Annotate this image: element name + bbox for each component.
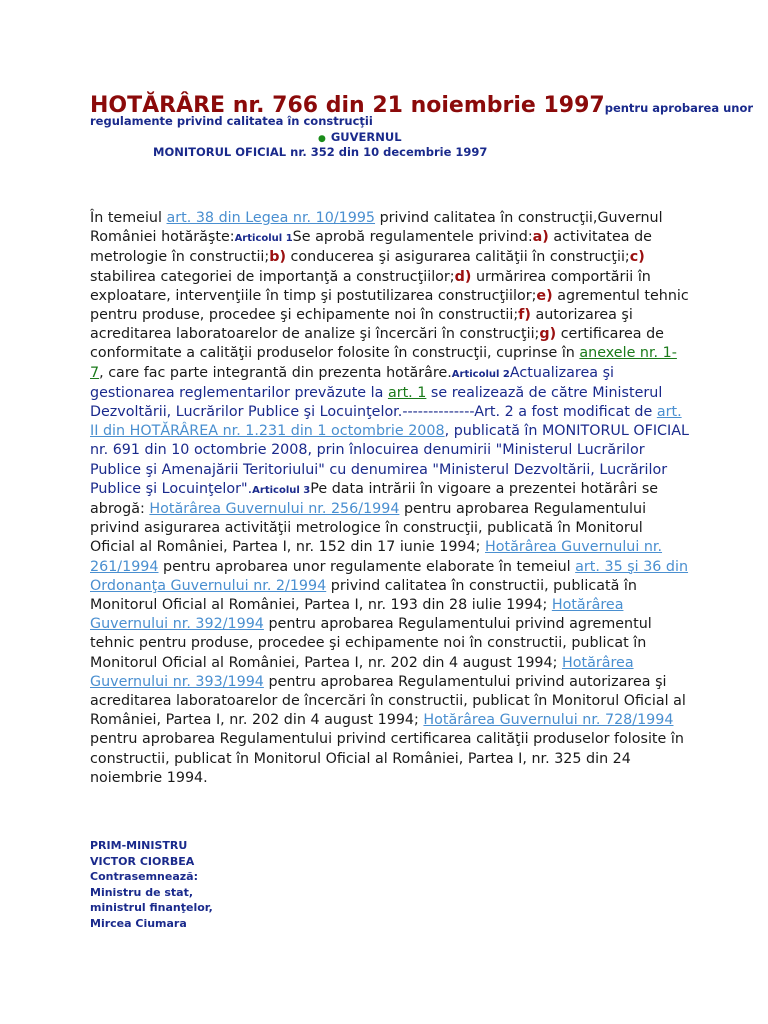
countersign-label: Contrasemnează: bbox=[90, 870, 198, 883]
article-3-label: Articolul 3 bbox=[252, 484, 311, 496]
link-og-2-1994[interactable]: art. 35 şi 36 din Ordonanţa Guvernului nr. 2/1994 bbox=[90, 558, 689, 594]
text-run: privind calitatea în constructii, publicată în Monitorul Oficial al României, Partea I, nr. 193 din 28 iulie 1994; bbox=[90, 577, 637, 614]
link-hg-728-1994[interactable]: Hotărârea Guvernului nr. 728/1994 bbox=[423, 712, 674, 729]
text-run: autorizarea şi acreditarea laboratoarelor de analize şi încercări în construcţii; bbox=[90, 307, 633, 343]
article-2-text: se realizează de către Ministerul Dezvoltării, Lucrărilor Publice şi Locuinţelor. bbox=[90, 384, 663, 421]
link-art-1[interactable]: art. 1 bbox=[387, 384, 427, 401]
item-letter-a: a) bbox=[532, 229, 549, 246]
issuer: GUVERNUL bbox=[330, 130, 402, 144]
text-run: conducerea şi asigurarea calităţii în construcţii; bbox=[286, 249, 630, 266]
document-title: HOTĂRÂRE nr. 766 din 21 noiembrie 1997 bbox=[90, 93, 605, 118]
text-run: pentru aprobarea Regulamentului privind certificarea calităţii produselor folosite în constructii, publicat în Monitorul Oficial al României, Partea I, nr. 325 din 24 noiembrie 1994. bbox=[90, 731, 684, 786]
text-run: urmărirea comportării în exploatare, intervenţiile în timp şi postutilizarea construcţiilor; bbox=[90, 268, 651, 304]
text-run: agrementul tehnic pentru produse, procedee şi echipamente noi în constructii; bbox=[90, 287, 689, 324]
link-hg-393-1994[interactable]: Hotărârea Guvernului nr. 393/1994 bbox=[90, 654, 634, 690]
link-anexe[interactable]: anexele nr. 1-7 bbox=[90, 345, 677, 381]
article-1-label: Articolul 1 bbox=[234, 233, 293, 245]
signature-name: VICTOR CIORBEA bbox=[90, 854, 195, 868]
bullet-icon: ● bbox=[318, 134, 326, 144]
text-run: pentru aprobarea Regulamentului privind asigurarea activităţii metrologice în construcţii, publicată în Monitorul Oficial al României, Partea I, nr. 152 din 17 iunie 1994; bbox=[90, 501, 647, 556]
minister-title-1: Ministru de stat, bbox=[90, 885, 194, 899]
text-run: În temeiul bbox=[90, 210, 167, 226]
item-letter-f: f) bbox=[518, 307, 531, 324]
text-run: pentru aprobarea Regulamentului privind autorizarea şi acreditarea laboratoarelor de încercări în constructii, publicat în Monitorul Oficial al României, Partea I, nr. 202 din 4 august 1994; bbox=[90, 673, 686, 729]
document-body bbox=[90, 209, 690, 788]
article-2-text: Actualizarea şi gestionarea reglementarilor prevăzute la bbox=[90, 364, 615, 401]
item-letter-c: c) bbox=[629, 249, 645, 266]
text-run: Pe data intrării în vigoare a prezentei hotărâri se abrogă: bbox=[90, 480, 659, 518]
text-run: activitatea de metrologie în constructii; bbox=[90, 229, 652, 266]
item-letter-g: g) bbox=[539, 326, 557, 343]
minister-title-2: ministrul finanţelor, bbox=[90, 901, 213, 914]
text-run: Se aprobă regulamentele privind: bbox=[292, 229, 533, 246]
signature-block bbox=[90, 838, 213, 931]
document-subtitle-continued: regulamente privind calitatea în construcţii bbox=[90, 114, 373, 128]
amendment-note: --------------Art. 2 a fost modificat de bbox=[402, 404, 657, 421]
amendment-note: , publicată în MONITORUL OFICIAL nr. 691 din 10 octombrie 2008, prin înlocuirea denumirii "Ministerul Lucrărilor Publice şi Amenajării Teritoriului" cu denumirea "Ministerul Dezvoltării, Lucrărilor Publice şi Locuinţelor". bbox=[90, 423, 689, 497]
item-letter-e: e) bbox=[536, 287, 553, 304]
link-law-10-1995[interactable]: art. 38 din Legea nr. 10/1995 bbox=[166, 210, 376, 226]
item-letter-d: d) bbox=[454, 268, 472, 285]
document-subtitle: pentru aprobarea unor bbox=[604, 101, 754, 115]
link-hg-392-1994[interactable]: Hotărârea Guvernului nr. 392/1994 bbox=[90, 597, 624, 633]
link-hotarare-1231-2008[interactable]: art. II din HOTĂRÂREA nr. 1.231 din 1 octombrie 2008 bbox=[90, 404, 682, 440]
signature-role: PRIM-MINISTRU bbox=[90, 839, 188, 852]
text-run: pentru aprobarea Regulamentului privind agrementul tehnic pentru produse, procedee şi echipamente noi în constructii, publicat în Monitorul Oficial al României, Partea I, nr. 202 din 4 august 1994; bbox=[90, 616, 652, 671]
minister-name: Mircea Ciumara bbox=[90, 916, 187, 930]
text-run: privind calitatea în construcţii,Guvernul României hotărăşte: bbox=[90, 210, 663, 246]
item-letter-b: b) bbox=[269, 249, 286, 266]
text-run: certificarea de conformitate a calităţii produselor folosite în construcţii, cuprinse în bbox=[90, 326, 664, 362]
text-run: pentru aprobarea unor regulamente elaborate în temeiul bbox=[158, 558, 576, 575]
publication-reference: MONITORUL OFICIAL nr. 352 din 10 decembrie 1997 bbox=[153, 145, 488, 159]
article-2-label: Articolul 2 bbox=[451, 368, 510, 380]
link-hg-256-1994[interactable]: Hotărârea Guvernului nr. 256/1994 bbox=[149, 501, 400, 518]
text-run: , care fac parte integrantă din prezenta hotărâre. bbox=[99, 364, 452, 381]
text-run: stabilirea categoriei de importanţă a construcţiilor; bbox=[90, 268, 455, 285]
issuer-line bbox=[318, 130, 402, 144]
link-hg-261-1994[interactable]: Hotărârea Guvernului nr. 261/1994 bbox=[90, 539, 663, 575]
